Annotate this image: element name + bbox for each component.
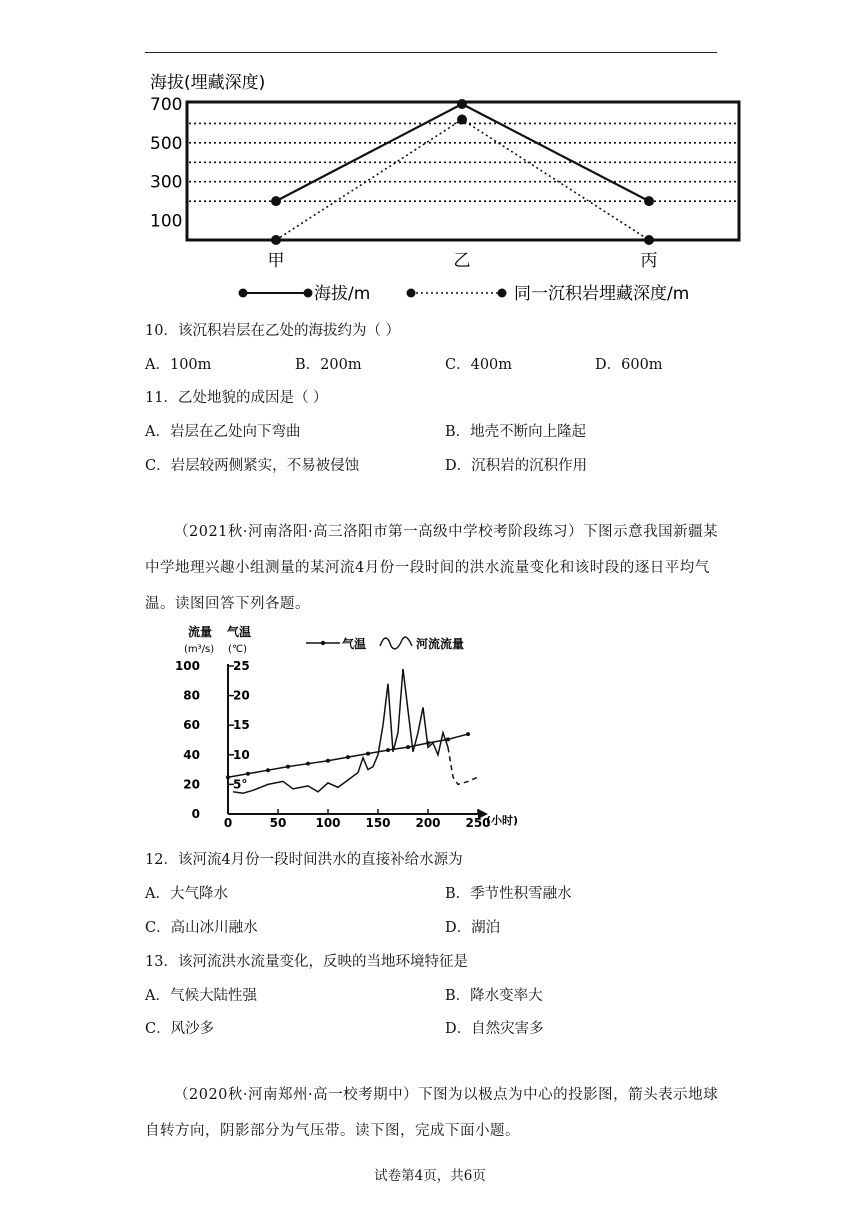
q10-option-b[interactable]: B．200m [295, 357, 362, 373]
legend-solid-dot-left [239, 289, 248, 298]
flow-temperature-chart [174, 618, 540, 840]
x-tick-label: 250 [465, 816, 491, 830]
q13-option-a[interactable]: A．气候大陆性强 [145, 988, 257, 1004]
q12-option-c[interactable]: C．高山冰川融水 [145, 920, 258, 936]
temperature-point [226, 775, 230, 779]
x-tick-label: 100 [315, 816, 341, 830]
flow-tick-label: 40 [183, 747, 200, 762]
temperature-point [406, 745, 410, 749]
flow-tick-label: 60 [183, 718, 200, 733]
q12-stem: 12．该河流4月份一段时间洪水的直接补给水源为 [145, 852, 463, 868]
legend-flow-wave [380, 637, 412, 649]
temp-tick-label: 5° [233, 777, 248, 792]
temperature-point [366, 752, 370, 756]
elevation-point-甲 [271, 196, 281, 206]
flow-tick-label: 80 [183, 688, 200, 703]
temperature-point [266, 768, 270, 772]
q12-option-a[interactable]: A．大气降水 [145, 886, 228, 902]
chart1-ylabel: 海拔(埋藏深度) [150, 73, 266, 93]
q10-stem: 10．该沉积岩层在乙处的海拔约为（ ） [145, 323, 401, 339]
x-axis-unit: (小时) [486, 814, 519, 827]
temp-tick-label: 10 [233, 747, 250, 762]
flow-axis-unit: (m³/s) [184, 644, 215, 655]
q13-stem: 13．该河流洪水流量变化，反映的当地环境特征是 [145, 954, 468, 970]
intro-paragraph-2: （2021秋·河南洛阳·高三洛阳市第一高级中学校考阶段练习）下图示意我国新疆某中学地理兴趣小组测量的某河流4月份一段时间的洪水流量变化和该时段的逐日平均气温。读图回答下列各题。 [145, 524, 719, 612]
page-footer: 试卷第4页，共6页 [374, 1168, 486, 1184]
temperature-point [346, 755, 350, 759]
x-tick-label: 200 [415, 816, 441, 830]
temp-tick-label: 20 [233, 688, 250, 703]
temperature-point [426, 741, 430, 745]
temp-axis-title: 气温 [227, 625, 252, 639]
legend-temp: 气温 [342, 637, 367, 651]
burial-depth-line [276, 120, 649, 240]
y-tick-label: 500 [150, 133, 183, 154]
q11-stem: 11．乙处地貌的成因是（ ） [145, 390, 328, 406]
burial-depth-point-甲 [271, 235, 281, 245]
q10-option-c[interactable]: C．400m [445, 357, 513, 373]
burial-depth-point-丙 [644, 235, 654, 245]
temp-tick-label: 15 [233, 718, 250, 733]
temp-axis-unit: (℃) [228, 644, 248, 655]
q12-option-b[interactable]: B．季节性积雪融水 [445, 886, 572, 902]
q13-option-c[interactable]: C．风沙多 [145, 1021, 215, 1037]
legend-flow: 河流流量 [416, 637, 465, 651]
flow-tick-label: 0 [191, 807, 200, 821]
q10-option-d[interactable]: D．600m [595, 357, 663, 373]
q11-option-b[interactable]: B．地壳不断向上隆起 [445, 424, 587, 440]
location-label: 乙 [453, 251, 471, 271]
intro-paragraph-3: （2020秋·河南郑州·高一校考期中）下图为以极点为中心的投影图，箭头表示地球自转方向，阴影部分为气压带。读下图，完成下面小题。 [145, 1087, 719, 1139]
elevation-burial-depth-chart [140, 62, 740, 310]
flow-tick-label: 100 [174, 659, 200, 673]
legend-temp-dot [321, 641, 325, 645]
x-tick-label: 0 [223, 816, 233, 830]
location-label: 丙 [640, 251, 658, 271]
q11-option-c[interactable]: C．岩层较两侧紧实，不易被侵蚀 [145, 458, 360, 474]
temperature-point [446, 737, 450, 741]
temperature-point [386, 748, 390, 752]
temperature-point [246, 772, 250, 776]
flow-line [233, 669, 448, 793]
header-rule [145, 52, 717, 53]
y-tick-label: 700 [150, 95, 183, 115]
elevation-point-乙 [457, 99, 467, 109]
q10-option-a[interactable]: A．100m [145, 357, 212, 373]
location-label: 甲 [267, 251, 285, 271]
legend-dotted-dot-left [407, 289, 416, 298]
x-tick-label: 50 [269, 816, 287, 830]
q11-option-a[interactable]: A．岩层在乙处向下弯曲 [145, 424, 301, 440]
temperature-point [286, 765, 290, 769]
y-tick-label: 100 [150, 211, 183, 232]
q11-option-d[interactable]: D．沉积岩的沉积作用 [445, 458, 588, 474]
q12-option-d[interactable]: D．湖泊 [445, 920, 501, 936]
temperature-point [306, 762, 310, 766]
temperature-point [466, 732, 470, 736]
legend-solid-dot-right [304, 289, 313, 298]
temperature-point [326, 759, 330, 763]
y-tick-label: 300 [150, 172, 183, 193]
legend-dotted-dot-right [498, 289, 507, 298]
flow-tick-label: 20 [183, 777, 200, 792]
legend-burial-depth: 同一沉积岩埋藏深度/m [514, 284, 690, 304]
x-tick-label: 150 [365, 816, 391, 830]
legend-elevation: 海拔/m [314, 284, 371, 304]
flow-axis-title: 流量 [188, 625, 213, 639]
temp-tick-label: 25 [233, 659, 250, 673]
burial-depth-point-乙 [457, 115, 467, 125]
q13-option-b[interactable]: B．降水变率大 [445, 988, 543, 1004]
flow-line-dashed [448, 747, 478, 784]
elevation-point-丙 [644, 196, 654, 206]
q13-option-d[interactable]: D．自然灾害多 [445, 1021, 544, 1037]
